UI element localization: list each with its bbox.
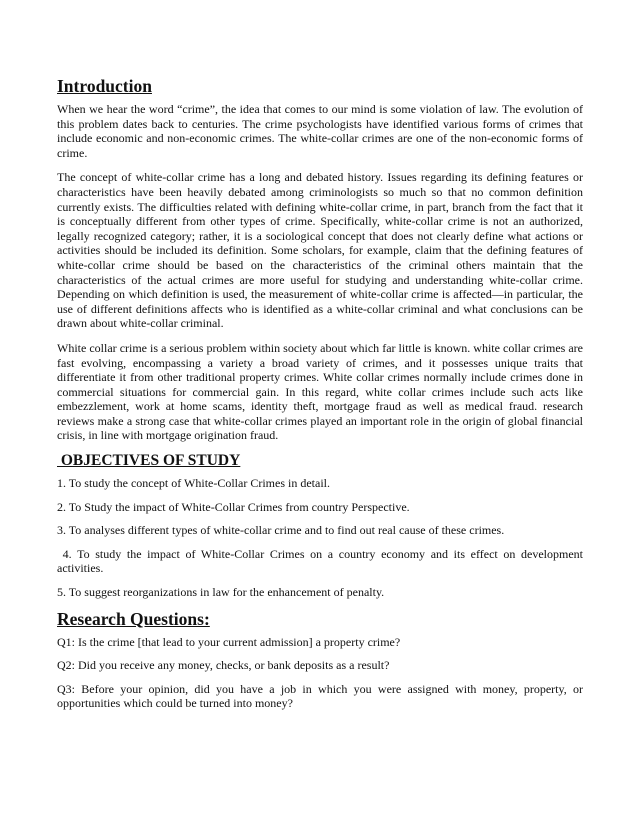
document-page — [57, 76, 586, 720]
research-question-1: Q1: Is the crime [that lead to your current admission] a property crime? — [57, 634, 401, 649]
objective-item-1: 1. To study the concept of White-Collar Crimes in detail. — [57, 476, 330, 491]
research-question-3: Q3: Before your opinion, did you have a job in which you were assigned with money, property, or opportunities which could be turned into money? — [57, 681, 583, 711]
introduction-paragraph-3: White collar crime is a serious problem within society about which far little is known. white collar crimes are fast evolving, encompassing a variety a broad variety of crimes, and it possesses unique traits that differentiate it from other traditional property crimes. White collar crimes normally include crimes done in commercial situations for commercial gain. In this regard, white collar crimes include such acts like embezzlement, work at home scams, identity theft, mortgage fraud as well as medical fraud. research reviews make a strong case that white-collar crimes played an important role in the origin of global financial crisis, in line with mortgage origination fraud. — [57, 340, 583, 443]
objective-item-4: 4. To study the impact of White-Collar Crimes on a country economy and its effect on development activities. — [57, 546, 586, 576]
objective-item-3: 3. To analyses different types of white-collar crime and to find out real cause of these crimes. — [57, 523, 505, 538]
introduction-heading: Introduction — [57, 76, 152, 96]
research-question-2: Q2: Did you receive any money, checks, or bank deposits as a result? — [57, 658, 390, 673]
objective-item-2: 2. To Study the impact of White-Collar Crimes from country Perspective. — [57, 499, 410, 514]
objective-item-5: 5. To suggest reorganizations in law for the enhancement of penalty. — [57, 585, 385, 600]
introduction-paragraph-2: The concept of white-collar crime has a long and debated history. Issues regarding its defining features or characteristics have been heavily debated among criminologists so much so that no common definition currently exists. The difficulties related with defining white-collar crime, in part, branch from the fact that it is conceptually different from other types of crime. Specifically, white-collar crime is not an authorized, legally recognized category; rather, it is a sociological concept that does not clearly define what actions or activities should be included its definition. Some scholars, for example, claim that the defining features of white-collar crime should be based on the characteristics of the criminal others maintain that the characteristics of the actual crimes are more useful for studying and understanding white-collar crime. Depending on which definition is used, the measurement of white-collar crime is affected—in particular, the use of different definitions affects who is identified as a white-collar criminal and what conclusions can be drawn about white-collar criminal. — [57, 170, 583, 331]
objectives-heading: OBJECTIVES OF STUDY — [57, 452, 241, 470]
introduction-paragraph-1: When we hear the word “crime”, the idea that comes to our mind is some violation of law. The evolution of this problem dates back to centuries. The crime psychologists have identified various forms of crimes that include economic and non-economic crimes. The white-collar crimes are one of the non-economic forms of crime. — [57, 102, 583, 160]
research-questions-heading: Research Questions: — [57, 608, 210, 629]
